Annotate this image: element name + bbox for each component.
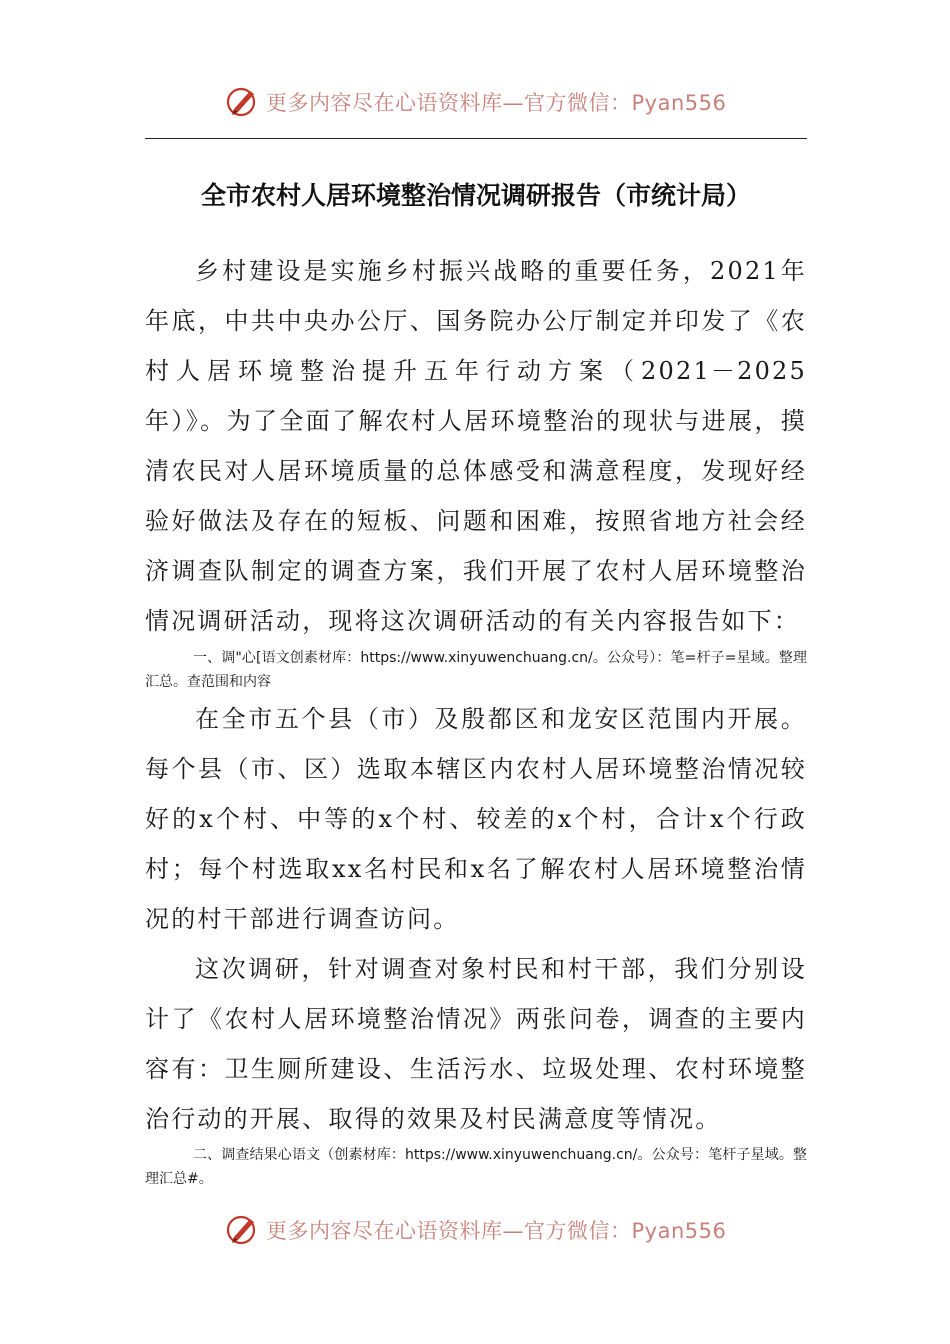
footer-banner-text: 更多内容尽在心语资料库—官方微信：Pyan556 [266,1219,727,1243]
document-title: 全市农村人居环境整治情况调研报告（市统计局） [200,181,751,210]
section-heading-results: 二、调查结果心语文（创素材库：https://www.xinyuwenchuang.cn/。公众号：笔杆子星域。整理汇总#。 [145,1147,807,1187]
pen-logo-icon [226,85,260,119]
section-heading-scope: 一、调"心[语文创素材库：https://www.xinyuwenchuang.cn/。公众号）：笔=杆子=星域。整理汇总。查范围和内容 [145,650,807,690]
header-banner-text: 更多内容尽在心语资料库—官方微信：Pyan556 [266,91,727,115]
paragraph-intro: 乡村建设是实施乡村振兴战略的重要任务，2021年年底，中共中央办公厅、国务院办公厅制定并印发了《农村人居环境整治提升五年行动方案（2021－2025年）》。为了全面了解农村人居环境整治的现状与进展，摸清农民对人居环境质量的总体感受和满意程度，发现好经验好做法及存在的短板、问题和困难，按照省地方社会经济调查队制定的调查方案，我们开展了农村人居环境整治情况调研活动，现将这次调研活动的有关内容报告如下： [145,257,807,635]
paragraph-scope: 在全市五个县（市）及殷都区和龙安区范围内开展。每个县（市、区）选取本辖区内农村人居环境整治情况较好的x个村、中等的x个村、较差的x个村，合计x个行政村；每个村选取xx名村民和x名了解农村人居环境整治情况的村干部进行调查访问。 [145,705,807,933]
paragraph-survey: 这次调研，针对调查对象村民和村干部，我们分别设计了《农村人居环境整治情况》两张问卷，调查的主要内容有：卫生厕所建设、生活污水、垃圾处理、农村环境整治行动的开展、取得的效果及村民满意度等情况。 [145,955,807,1133]
header-divider [145,138,807,139]
pen-logo-icon [226,1213,260,1247]
header-banner [226,82,746,122]
footer-banner [226,1210,746,1250]
